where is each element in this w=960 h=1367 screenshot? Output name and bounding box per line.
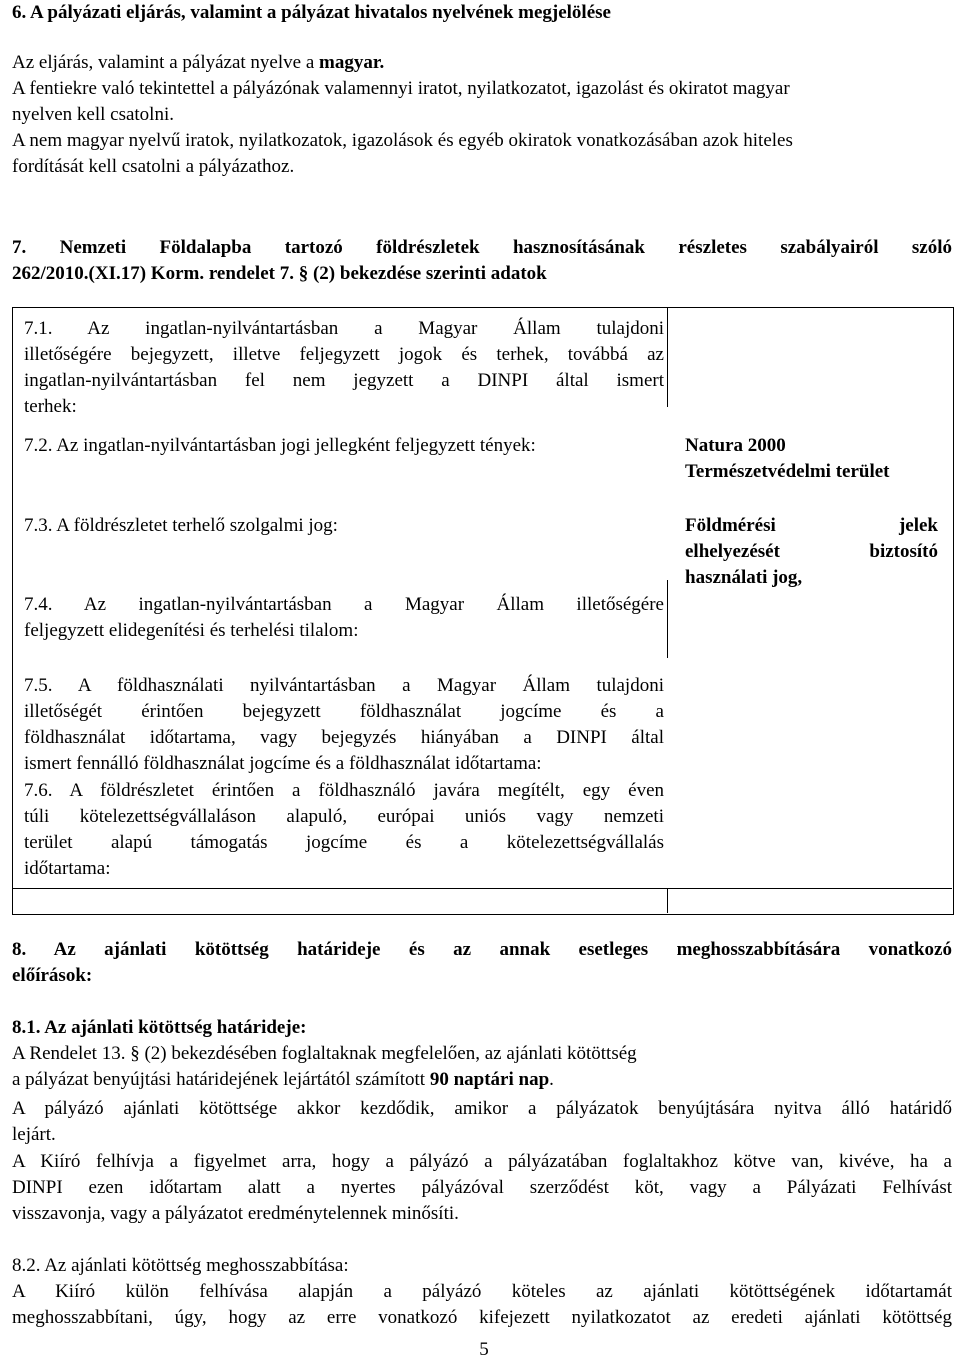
item-7-3-value-line-2: elhelyezését biztosító	[685, 541, 938, 562]
item-7-1-line-3: ingatlan-nyilvántartásban fel nem jegyzett a DINPI által ismert	[24, 370, 664, 391]
section-6-paragraph-2	[12, 76, 952, 128]
item-7-4	[24, 592, 664, 644]
data-table-column-divider-bottom	[12, 888, 668, 913]
section-7-heading-line-2: 262/2010.(XI.17) Korm. rendelet 7. § (2) bekezdése szerinti adatok	[12, 263, 547, 284]
section-6-p2-line-1: A fentiekre való tekintettel a pályázónak valamennyi iratot, nyilatkozatot, igazolást és okiratot magyar	[12, 78, 790, 99]
item-7-4-line-1: 7.4. Az ingatlan-nyilvántartásban a Magyar Állam illetőségére	[24, 594, 664, 615]
item-7-2	[24, 433, 664, 459]
page-number	[472, 1337, 496, 1363]
section-8-1-paragraph-3	[12, 1149, 952, 1227]
data-table-column-divider-middle	[667, 580, 668, 658]
section-8-heading-line-2: előírások:	[12, 965, 93, 986]
language-statement: Az eljárás, valamint a pályázat nyelve a	[12, 52, 320, 73]
item-7-6-line-4: időtartama:	[24, 858, 111, 879]
item-7-2-label: 7.2. Az ingatlan-nyilvántartásban jogi jellegként feljegyzett tények:	[24, 435, 536, 456]
section-8-1-p3-line-2: DINPI ezen időtartam alatt a nyertes pályázóval szerződést köt, vagy a Pályázati Felhívást	[12, 1177, 952, 1198]
section-8-heading	[12, 937, 952, 989]
item-7-5	[24, 673, 664, 777]
item-7-5-line-3: földhasználat időtartama, vagy bejegyzés hiányában a DINPI által	[24, 727, 664, 748]
section-6-heading-text: 6. A pályázati eljárás, valamint a pályázat hivatalos nyelvének megjelölése	[12, 2, 611, 23]
section-8-1-heading-text: 8.1. Az ajánlati kötöttség határideje:	[12, 1017, 307, 1038]
item-7-3	[24, 513, 664, 539]
item-7-2-value	[685, 433, 940, 485]
item-7-3-value-line-3: használati jog,	[685, 567, 803, 588]
item-7-4-line-2: feljegyzett elidegenítési és terhelési tilalom:	[24, 620, 359, 641]
section-6-paragraph-3	[12, 128, 952, 180]
item-7-3-label: 7.3. A földrészletet terhelő szolgalmi jog:	[24, 515, 338, 536]
section-7-heading	[12, 235, 952, 287]
section-8-1-p3-line-1: A Kiíró felhívja a figyelmet arra, hogy a pályázó a pályázatában foglaltakhoz kötve van, kivéve, ha a	[12, 1151, 952, 1172]
item-7-5-line-2: illetőségét érintően bejegyzett földhasználat jogcíme és a	[24, 701, 664, 722]
section-6-p3-line-1: A nem magyar nyelvű iratok, nyilatkozatok, igazolások és egyéb okiratok vonatkozásában azok hiteles	[12, 130, 793, 151]
section-8-2-heading-text: 8.2. Az ajánlati kötöttség meghosszabbítása:	[12, 1255, 349, 1276]
item-7-2-value-line-1: Natura 2000	[685, 435, 786, 456]
section-8-1-p2-line-2: lejárt.	[12, 1124, 56, 1145]
deadline-text: a pályázat benyújtási határidejének lejártától számított	[12, 1069, 430, 1090]
section-8-2-line-1: A Kiíró külön felhívása alapján a pályázó köteles az ajánlati kötöttségének időtartamát	[12, 1281, 952, 1302]
section-8-1-heading	[12, 1015, 952, 1041]
item-7-1-line-4: terhek:	[24, 396, 77, 417]
item-7-3-value-line-1: Földmérési jelek	[685, 515, 938, 536]
section-6-paragraph-1	[12, 50, 952, 76]
section-6-p3-line-2: fordítását kell csatolni a pályázathoz.	[12, 156, 295, 177]
item-7-1-line-1: 7.1. Az ingatlan-nyilvántartásban a Magyar Állam tulajdoni	[24, 318, 664, 339]
section-6-heading	[12, 0, 952, 26]
section-6-p2-line-2: nyelven kell csatolni.	[12, 104, 174, 125]
section-8-2-paragraph	[12, 1279, 952, 1331]
section-8-2-heading	[12, 1253, 952, 1279]
item-7-1-line-2: illetőségére bejegyzett, illetve feljegyzett jogok és terhek, továbbá az	[24, 344, 664, 365]
item-7-3-value	[685, 513, 938, 591]
section-8-2-line-2: meghosszabbítani, úgy, hogy az erre vonatkozó kifejezett nyilatkozatot az eredeti ajánlati kötöttség	[12, 1307, 952, 1328]
item-7-1	[24, 316, 664, 420]
section-8-1-p1-line-1: A Rendelet 13. § (2) bekezdésében foglaltaknak megfelelően, az ajánlati kötöttség	[12, 1043, 637, 1064]
deadline-value: 90 naptári nap	[429, 1069, 550, 1090]
item-7-6-line-3: terület alapú támogatás jogcíme és a kötelezettségvállalás	[24, 832, 664, 853]
section-8-1-paragraph-2	[12, 1096, 952, 1148]
item-7-5-line-1: 7.5. A földhasználati nyilvántartásban a Magyar Állam tulajdoni	[24, 675, 664, 696]
section-8-1-p1-line-2	[12, 1067, 952, 1093]
item-7-6-line-2: túli kötelezettségvállaláson alapuló, európai uniós vagy nemzeti	[24, 806, 664, 827]
item-7-2-value-line-2: Természetvédelmi terület	[685, 461, 890, 482]
section-8-heading-line-1: 8. Az ajánlati kötöttség határideje és az annak esetleges meghosszabbítására vonatkozó	[12, 939, 952, 960]
item-7-5-line-4: ismert fennálló földhasználat jogcíme és a földhasználat időtartama:	[24, 753, 542, 774]
section-7-heading-line-1: 7. Nemzeti Földalapba tartozó földrészletek hasznosításának részletes szabályairól szóló	[12, 237, 952, 258]
language-value: magyar.	[319, 52, 385, 73]
page-number-text: 5	[479, 1339, 489, 1360]
section-8-1-p3-line-3: visszavonja, vagy a pályázatot eredménytelennek minősíti.	[12, 1203, 459, 1224]
item-7-6-line-1: 7.6. A földrészletet érintően a földhasználó javára megítélt, egy éven	[24, 780, 664, 801]
deadline-period: .	[549, 1069, 554, 1090]
section-8-1-paragraph-1	[12, 1041, 952, 1093]
section-8-1-p2-line-1: A pályázó ajánlati kötöttsége akkor kezdődik, amikor a pályázatok benyújtására nyitva álló határidő	[12, 1098, 952, 1119]
item-7-6	[24, 778, 664, 882]
